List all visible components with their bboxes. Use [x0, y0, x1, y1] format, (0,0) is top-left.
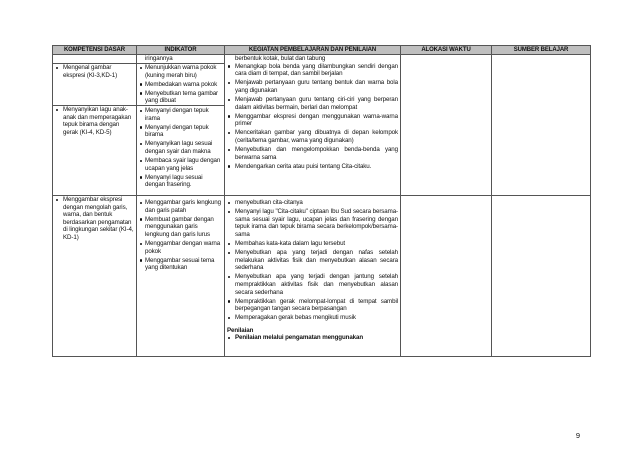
sumber-belajar-cell	[492, 55, 591, 196]
kd-cell	[53, 105, 137, 195]
indikator-item: Menyanyi dengan tepuk irama	[139, 107, 222, 122]
list-item: Menangkap bola benda yang dilambungkan sendiri dengan cara diam di tempat, dan sambil berjalan	[227, 63, 398, 78]
indikator-item: Menggambar dengan warna pokok	[139, 240, 222, 255]
list-item: Memperagakan gerak bebas mengikuti musik	[227, 314, 398, 322]
list-item: Menyebutkan dan mengelompokkan benda-benda yang berwarna sama	[227, 146, 398, 161]
page-number: 9	[575, 431, 580, 440]
indikator-item: Menggambar sesuai tema yang ditentukan	[139, 257, 222, 272]
kegiatan-list-upper	[227, 63, 398, 171]
kd-item: Menggambar ekspresi dengan mengolah garis, warna, dan bentuk berdasarkan pengamatan di lingkungan sekitar (KI-4, KD-1)	[55, 196, 134, 242]
list-item: Menggambar ekspresi dengan menggunakan warna-warna primer	[227, 113, 398, 128]
indikator-item: Menunjukkan warna pokok (kuning merah biru)	[139, 64, 222, 79]
header-indikator: INDIKATOR	[137, 46, 225, 55]
indikator-item: Menyebutkan tema gambar yang dibuat	[139, 90, 222, 105]
indikator-cell	[137, 55, 225, 64]
header-kegiatan: KEGIATAN PEMBELAJARAN DAN PENILAIAN	[225, 46, 401, 55]
kd-cell	[53, 64, 137, 106]
indikator-cell	[137, 105, 225, 195]
indikator-item: Menyanyikan lagu sesuai dengan syair dan makna	[139, 140, 222, 155]
header-alokasi-waktu: ALOKASI WAKTU	[401, 46, 492, 55]
list-item: Menjawab pertanyaan guru tentang ciri-ciri yang berperan dalam aktivitas bermain, berlari dan melompat	[227, 96, 398, 111]
indikator-item: Menggambar garis lengkung dan garis patah	[139, 199, 222, 214]
indikator-item: Membedakan warna pokok	[139, 81, 222, 89]
indikator-continuation: iringannya	[145, 55, 173, 62]
list-item: Menyanyi lagu "Cita-citaku" ciptaan Ibu Sud secara bersama-sama sesuai syair lagu, ucapan jelas dan frasering dengan tepuk irama dan tepuk birama secara berkelompok/bersama-sama	[227, 208, 398, 238]
penilaian-list	[227, 334, 398, 342]
table-row	[53, 55, 591, 64]
table-row	[53, 195, 591, 356]
kegiatan-cell-lower	[225, 195, 401, 356]
penilaian-heading: Penilaian	[227, 326, 254, 334]
list-item: Menceritakan gambar yang dibuatnya di depan kelompok (cerita/tema gambar, warna yang digunakan)	[227, 129, 398, 144]
indikator-item: Menyanyi lagu sesuai dengan frasering.	[139, 174, 222, 189]
kegiatan-cell-upper	[225, 55, 401, 196]
lesson-plan-table	[52, 45, 591, 357]
kegiatan-continuation: berbentuk kotak, bulat dan tabung	[235, 55, 326, 62]
header-kompetensi-dasar: KOMPETENSI DASAR	[53, 46, 137, 55]
alokasi-waktu-cell	[401, 55, 492, 196]
kd-item: Mengenal gambar ekspresi (KI-3,KD-1)	[55, 64, 134, 79]
penilaian-item: Penilaian melalui pengamatan menggunakan	[227, 334, 398, 342]
sumber-belajar-cell	[492, 195, 591, 356]
kegiatan-list-lower	[227, 199, 398, 322]
list-item: Mempraktikkan gerak melompat-lompat di tempat sambil berpegangan tangan secara berpasangan	[227, 298, 398, 313]
table-header-row	[53, 46, 591, 55]
header-sumber-belajar: SUMBER BELAJAR	[492, 46, 591, 55]
indikator-item: Membaca syair lagu dengan ucapan yang jelas	[139, 157, 222, 172]
indikator-cell	[137, 195, 225, 356]
list-item: Membahas kata-kata dalam lagu tersebut	[227, 240, 398, 248]
list-item: Mendengarkan cerita atau puisi tentang Cita-citaku.	[227, 163, 398, 171]
kd-cell	[53, 195, 137, 356]
kd-cell	[53, 55, 137, 64]
list-item: Menyebutkan apa yang terjadi dengan nafas setelah melakukan aktivitas fisik dan menyebutkan alasan secara sederhana	[227, 249, 398, 272]
indikator-item: Membuat gambar dengan menggunakan garis lengkung dan garis lurus	[139, 216, 222, 239]
indikator-cell	[137, 64, 225, 106]
kd-item: Menyanyikan lagu anak-anak dan memperagakan tepuk birama dengan gerak (KI-4, KD-5)	[55, 106, 134, 136]
alokasi-waktu-cell	[401, 195, 492, 356]
list-item: Menjawab pertanyaan guru tentang bentuk dan warna bola yang digunakan	[227, 79, 398, 94]
list-item: menyebutkan cita-citanya	[227, 199, 398, 207]
list-item: Menyebutkan apa yang terjadi dengan jantung setelah mempraktikkan aktivitas fisik dan menyebutkan alasan secara sederhana	[227, 273, 398, 296]
indikator-item: Menyanyi dengan tepuk birama	[139, 124, 222, 139]
